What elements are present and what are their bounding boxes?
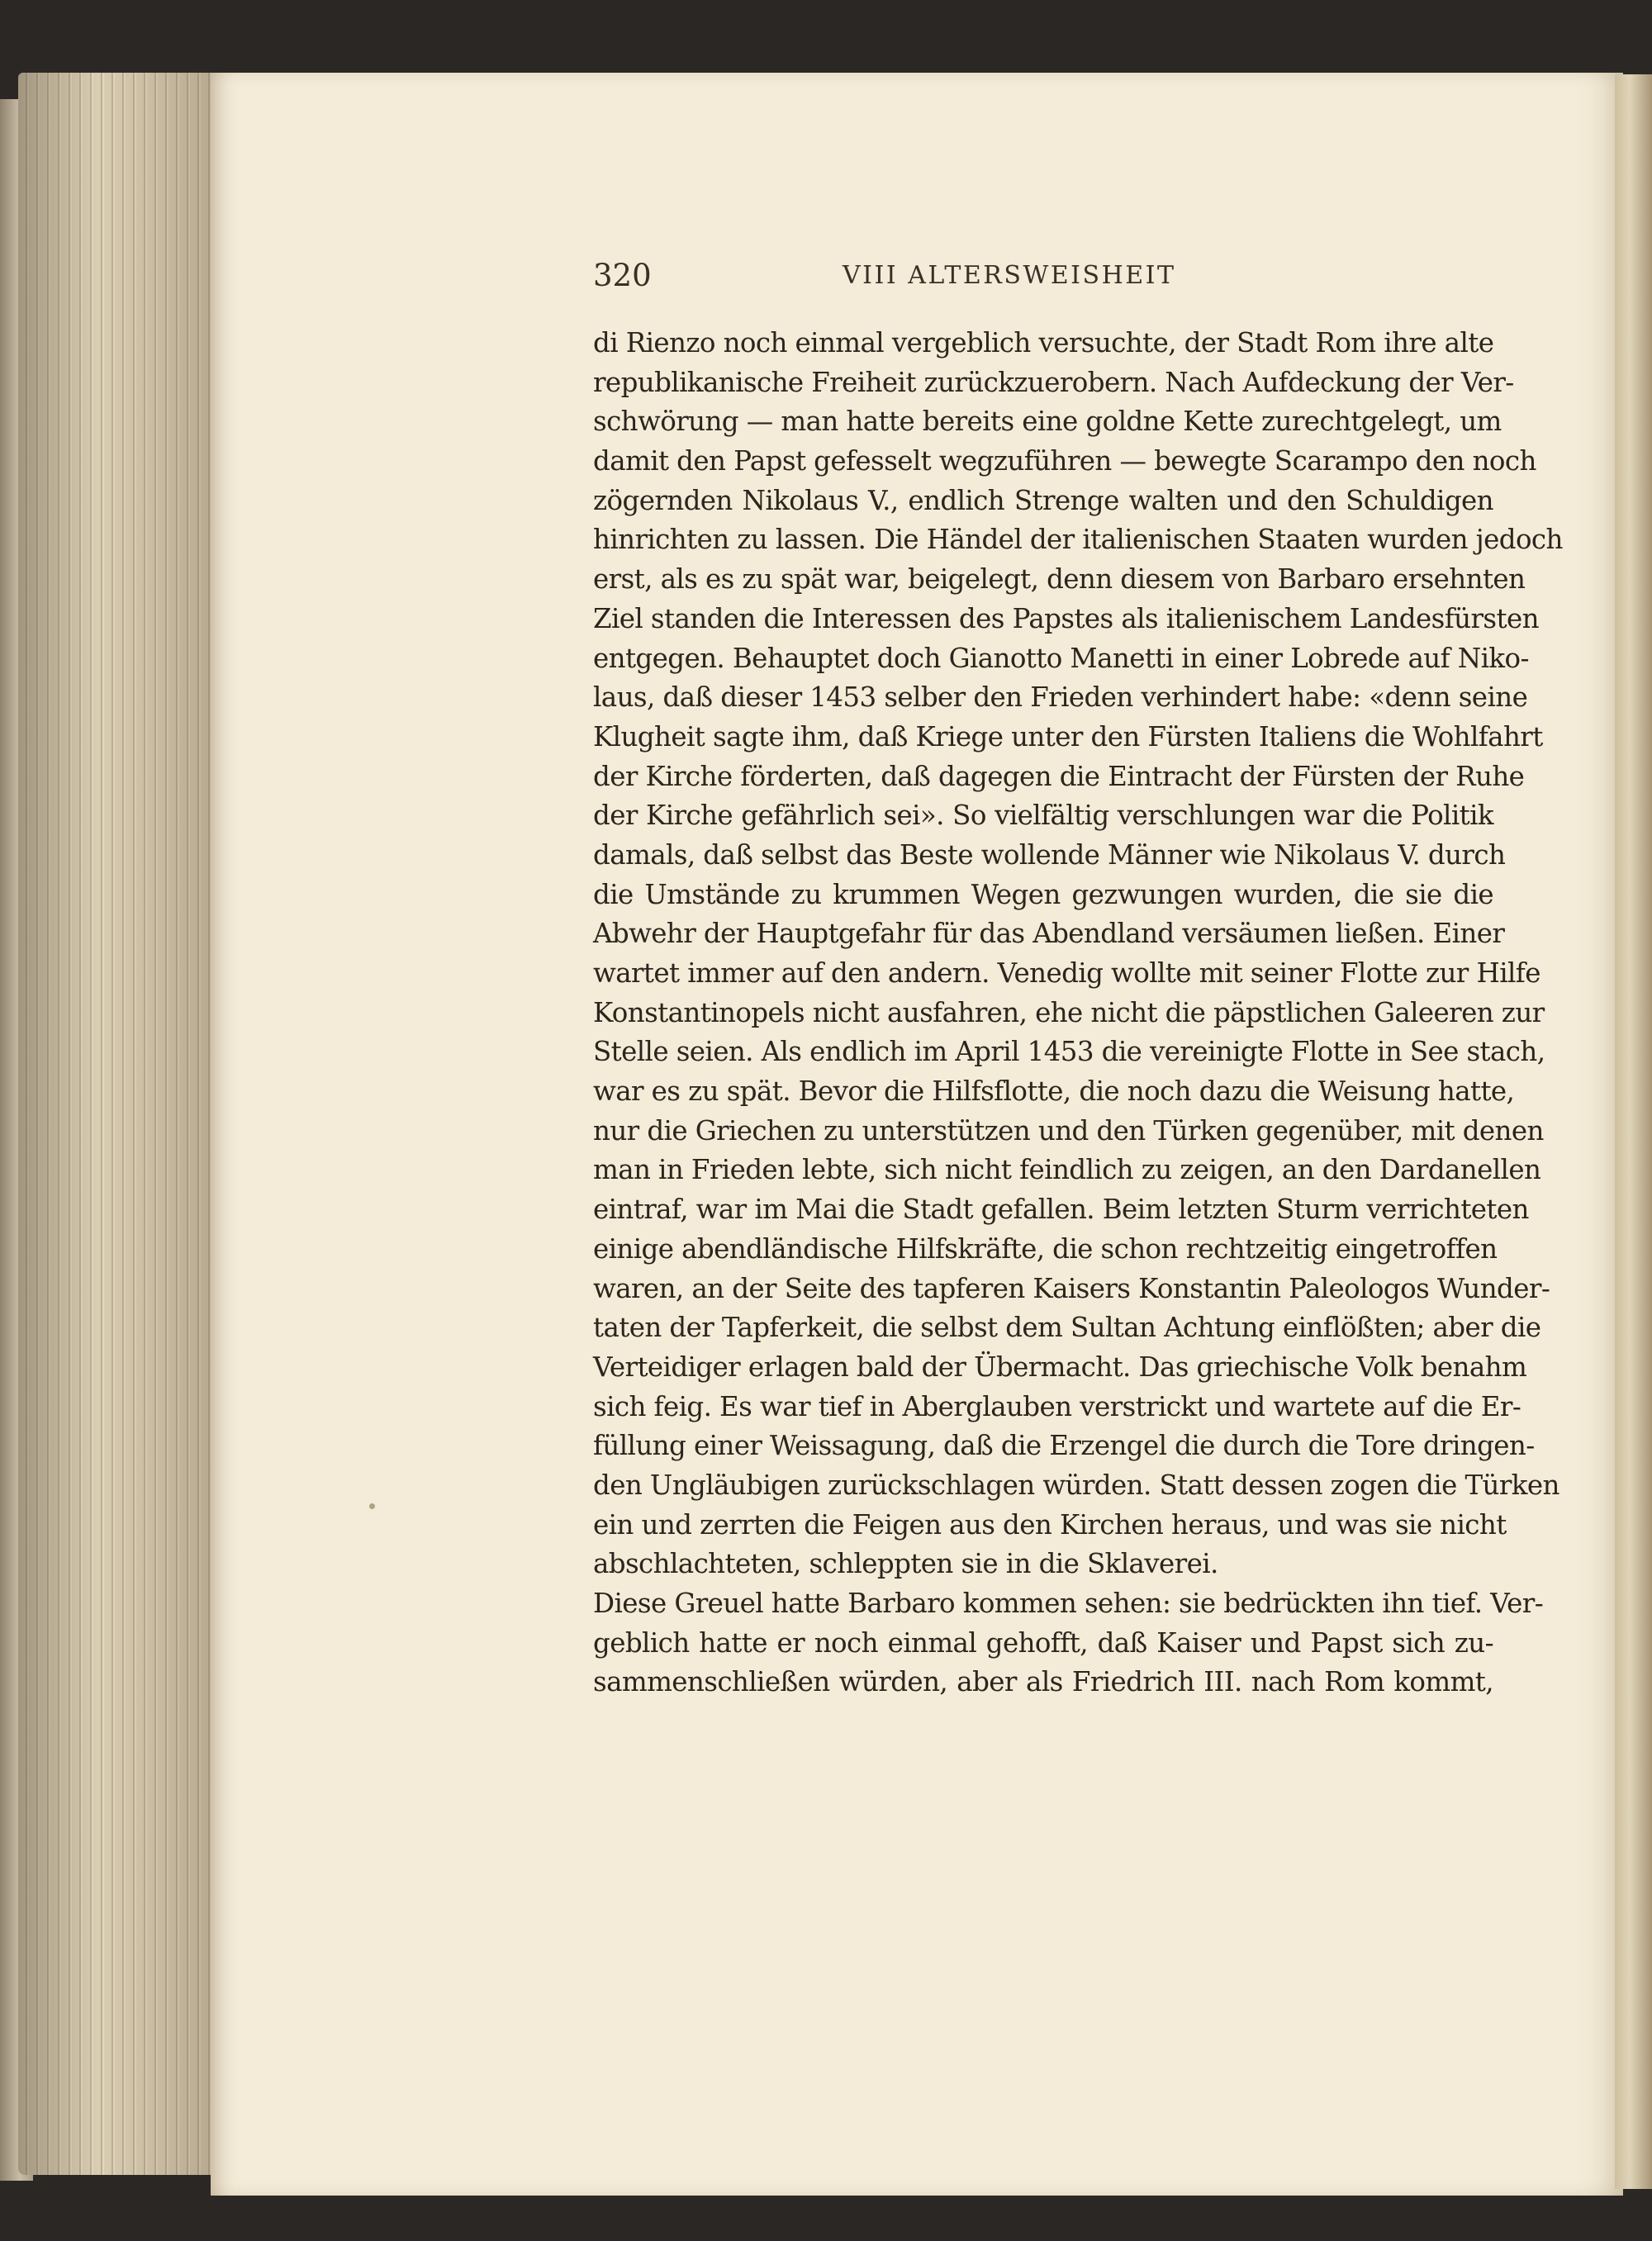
text-line: abschlachteten, schleppten sie in die Sklaverei.	[593, 1548, 1218, 1580]
text-line: laus, daß dieser 1453 selber den Frieden verhindert habe: «denn seine	[593, 681, 1528, 714]
text-line: füllung einer Weissagung, daß die Erzengel die durch die Tore dringen-	[593, 1430, 1535, 1462]
text-line: Stelle seien. Als endlich im April 1453 die vereinigte Flotte in See stach,	[593, 1036, 1545, 1068]
text-line: sammenschließen würden, aber als Friedrich III. nach Rom kommt,	[593, 1666, 1493, 1698]
text-line: hinrichten zu lassen. Die Händel der italienischen Staaten wurden jedoch	[593, 524, 1563, 556]
text-line: nur die Griechen zu unterstützen und den Türken gegenüber, mit denen	[593, 1114, 1544, 1147]
page-header	[593, 258, 1493, 299]
text-line: Konstantinopels nicht ausfahren, ehe nicht die päpstlichen Galeeren zur	[593, 996, 1545, 1028]
text-line: man in Frieden lebte, sich nicht feindlich zu zeigen, an den Dardanellen	[593, 1154, 1541, 1186]
text-line: taten der Tapferkeit, die selbst dem Sultan Achtung einflößten; aber die	[593, 1312, 1541, 1344]
text-line: war es zu spät. Bevor die Hilfsflotte, die noch dazu die Weisung hatte,	[593, 1075, 1515, 1108]
text-line: republikanische Freiheit zurückzuerobern. Nach Aufdeckung der Ver-	[593, 366, 1514, 398]
text-line: schwörung — man hatte bereits eine goldne Kette zurechtgelegt, um	[593, 406, 1502, 438]
text-line: die Umstände zu krummen Wegen gezwungen wurden, die sie die	[593, 878, 1493, 910]
running-head: VIII ALTERSWEISHEIT	[843, 261, 1176, 290]
text-line: ein und zerrten die Feigen aus den Kirchen heraus, und was sie nicht	[593, 1508, 1507, 1541]
text-line: wartet immer auf den andern. Venedig wollte mit seiner Flotte zur Hilfe	[593, 957, 1540, 989]
text-line: entgegen. Behauptet doch Gianotto Manetti in einer Lobrede auf Niko-	[593, 642, 1529, 674]
paper-speck	[369, 1503, 375, 1509]
text-line: den Ungläubigen zurückschlagen würden. Statt dessen zogen die Türken	[593, 1469, 1559, 1501]
facing-page-edge	[1615, 74, 1652, 2189]
text-line: zögernden Nikolaus V., endlich Strenge walten und den Schuldigen	[593, 484, 1493, 516]
text-line: Abwehr der Hauptgefahr für das Abendland versäumen ließen. Einer	[593, 918, 1505, 950]
text-line: erst, als es zu spät war, beigelegt, denn diesem von Barbaro ersehnten	[593, 563, 1526, 596]
text-line: damals, daß selbst das Beste wollende Männer wie Nikolaus V. durch	[593, 838, 1506, 871]
text-line: einige abendländische Hilfskräfte, die schon rechtzeitig eingetroffen	[593, 1232, 1498, 1265]
text-line: sich feig. Es war tief in Aberglauben verstrickt und wartete auf die Er-	[593, 1390, 1521, 1422]
text-line: waren, an der Seite des tapferen Kaisers Konstantin Paleologos Wunder-	[593, 1272, 1550, 1304]
page-block-shadow	[18, 73, 216, 2175]
text-line: Klugheit sagte ihm, daß Kriege unter den Fürsten Italiens die Wohlfahrt	[593, 720, 1543, 753]
page-number: 320	[593, 258, 652, 293]
text-line: der Kirche förderten, daß dagegen die Eintracht der Fürsten der Ruhe	[593, 760, 1525, 792]
text-line: damit den Papst gefesselt wegzuführen — bewegte Scarampo den noch	[593, 445, 1536, 477]
text-line: Diese Greuel hatte Barbaro kommen sehen: sie bedrückten ihn tief. Ver-	[593, 1588, 1544, 1619]
text-line: eintraf, war im Mai die Stadt gefallen. Beim letzten Sturm verrichteten	[593, 1194, 1529, 1226]
text-line: geblich hatte er noch einmal gehofft, daß Kaiser und Papst sich zu-	[593, 1626, 1493, 1659]
text-line: der Kirche gefährlich sei». So vielfältig verschlungen war die Politik	[593, 800, 1493, 832]
text-line: Verteidiger erlagen bald der Übermacht. Das griechische Volk benahm	[593, 1351, 1527, 1383]
body-text	[593, 324, 1563, 1702]
text-line: Ziel standen die Interessen des Papstes als italienischem Landesfürsten	[593, 602, 1539, 634]
text-line: di Rienzo noch einmal vergeblich versuchte, der Stadt Rom ihre alte	[593, 327, 1494, 358]
